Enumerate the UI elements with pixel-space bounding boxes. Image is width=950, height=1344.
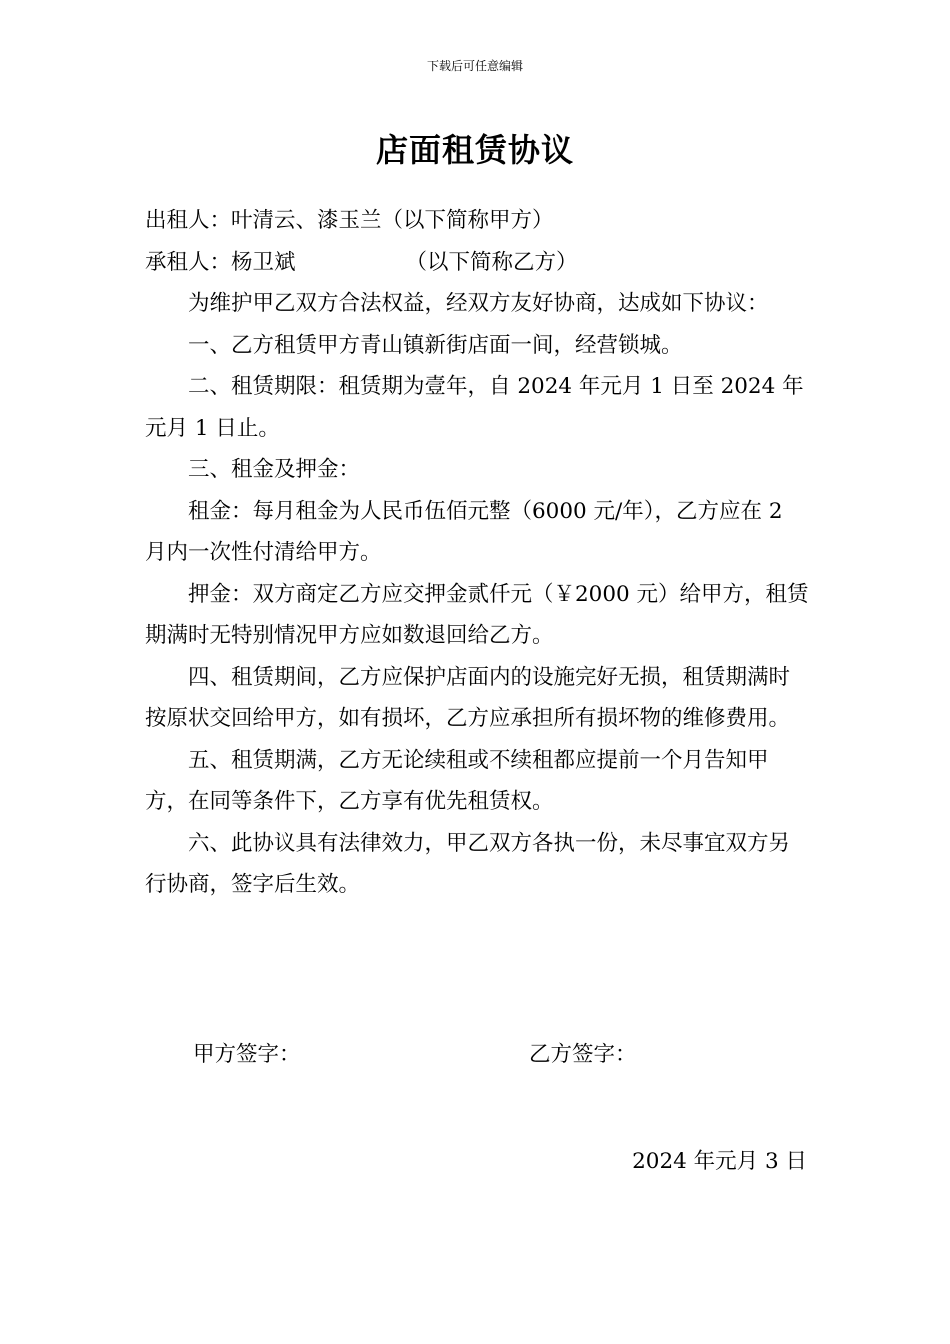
- lessee-alias: （以下简称乙方）: [405, 249, 578, 275]
- clause-1: 一、乙方租赁甲方青山镇新街店面一间，经营锁城。: [188, 332, 683, 358]
- signing-date: 2024 年元月 3 日: [632, 1149, 807, 1174]
- lessee-name: 承租人：杨卫斌: [145, 249, 296, 275]
- lessee-line: [145, 242, 810, 284]
- lessor-line: 出租人：叶清云、漆玉兰（以下简称甲方）: [145, 208, 554, 233]
- clause-3-rent: 租金：每月租金为人民币伍佰元整（6000 元/年），乙方应在 2 月内一次性付清给甲方。: [145, 498, 783, 565]
- clause-3-heading: 三、租金及押金：: [188, 457, 361, 482]
- intro-paragraph: 为维护甲乙双方合法权益，经双方友好协商，达成如下协议：: [188, 291, 769, 316]
- clause-2-term: 二、租赁期限：租赁期为壹年，自 2024 年元月 1 日至 2024 年元月 1 日止。: [145, 374, 804, 441]
- document-title: 店面租赁协议: [375, 131, 574, 169]
- clause-3-deposit: 押金：双方商定乙方应交押金贰仟元（￥2000 元）给甲方，租赁期满时无特别情况甲方应如数退回给乙方。: [145, 581, 809, 648]
- header-note: 下载后可任意编辑: [426, 59, 523, 73]
- party-b-signature-label: 乙方签字：: [529, 1042, 637, 1067]
- clause-4: 四、租赁期间，乙方应保护店面内的设施完好无损，租赁期满时按原状交回给甲方，如有损坏，乙方应承担所有损坏物的维修费用。: [145, 664, 791, 731]
- agreement-body: [145, 200, 810, 906]
- clause-5: 五、租赁期满，乙方无论续租或不续租都应提前一个月告知甲方，在同等条件下，乙方享有优先租赁权。: [145, 747, 769, 814]
- clause-6: 六、此协议具有法律效力，甲乙双方各执一份，未尽事宜双方另行协商，签字后生效。: [145, 830, 791, 897]
- party-a-signature-label: 甲方签字：: [193, 1042, 301, 1067]
